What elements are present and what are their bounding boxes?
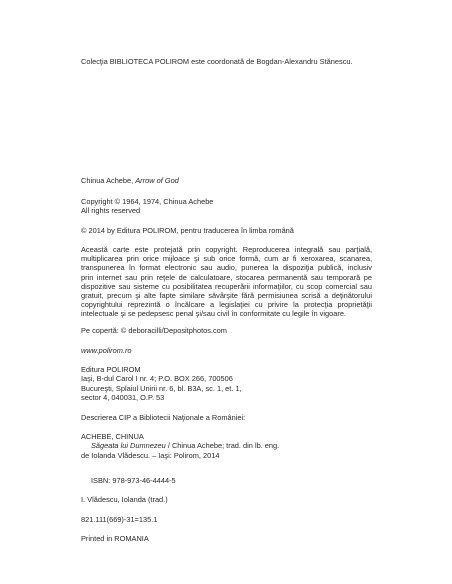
translation-copyright-line: © 2014 by Editura POLIROM, pentru traducerea în limba română xyxy=(81,226,294,235)
cip-heading: Descrierea CIP a Bibliotecii Naţionale a României: xyxy=(81,413,246,422)
notice-line: intelectuale şi se pedepsesc penal şi/sau civil în conformitate cu legile în vigoare. xyxy=(81,309,346,319)
publisher-address-line: Iaşi, B-dul Carol I nr. 4; P.O. BOX 266, 700506 xyxy=(81,374,233,384)
original-copyright-block xyxy=(81,197,375,216)
cip-entry-title-line xyxy=(81,441,375,450)
cip-entry xyxy=(81,432,375,460)
original-author: Chinua Achebe, xyxy=(81,176,136,185)
cip-entry-author: ACHEBE, CHINUA xyxy=(81,432,144,441)
cip-entry-title: Săgeata lui Dumnezeu xyxy=(91,441,166,451)
notice-line: Această carte este protejată prin copyright. Reproducerea integrală sau parţială, xyxy=(81,245,372,254)
publisher-website: www.polirom.ro xyxy=(81,346,132,355)
publisher-name: Editura POLIROM xyxy=(81,365,141,374)
isbn-line: ISBN: 978-973-46-4444-5 xyxy=(91,476,176,485)
notice-line: multiplicarea prin orice mijloace şi sub orice formă, cum ar fi xeroxarea, scanarea, xyxy=(81,254,372,264)
cip-entry-responsibility: / Chinua Achebe; trad. din lb. eng. xyxy=(165,441,280,451)
series-coordinator-line: Colecţia BIBLIOTECA POLIROM este coordonată de Bogdan-Alexandru Stănescu. xyxy=(81,57,353,66)
rights-line: All rights reserved xyxy=(81,206,141,216)
publisher-address-line: sector 4, 040031, O.P. 53 xyxy=(81,392,165,402)
notice-line: prin internet sau prin reţele de calculatoare, stocarea permanentă sau temporară pe xyxy=(81,272,372,282)
notice-line: copyrightului reprezintă o încălcare a legislaţiei cu privire la protecţia proprietăţii xyxy=(81,300,372,310)
copyright-protection-notice xyxy=(81,245,372,319)
notice-line: gratuit, precum şi alte fapte similare săvârşite fără permisiunea scrisă a deţinătorului xyxy=(81,291,372,301)
original-title: Arrow of God xyxy=(135,176,179,185)
notice-line: dispozitive sau sisteme cu posibilitatea recuperării informaţiilor, cu scop comercial sau xyxy=(81,281,372,291)
notice-line: transpunerea în format electronic sau audio, punerea la dispoziţia publică, inclusiv xyxy=(81,263,372,273)
original-work-line xyxy=(81,176,375,185)
cover-credit-line: Pe copertă: © deboracilli/Depositphotos.com xyxy=(81,326,227,335)
copyright-line: Copyright © 1964, 1974, Chinua Achebe xyxy=(81,197,214,206)
cip-entry-imprint: de Iolanda Vlădescu. – Iaşi: Polirom, 2014 xyxy=(81,450,220,460)
classification-code: 821.111(669)-31=135.1 xyxy=(81,515,158,524)
added-entry-line: I. Vlădescu, Iolanda (trad.) xyxy=(81,495,168,504)
printed-in-line: Printed in ROMANIA xyxy=(81,534,149,543)
publisher-address-line: Bucureşti, Splaiul Unirii nr. 6, bl. B3A, sc. 1, et. 1, xyxy=(81,383,242,393)
publisher-address-block xyxy=(81,365,375,402)
